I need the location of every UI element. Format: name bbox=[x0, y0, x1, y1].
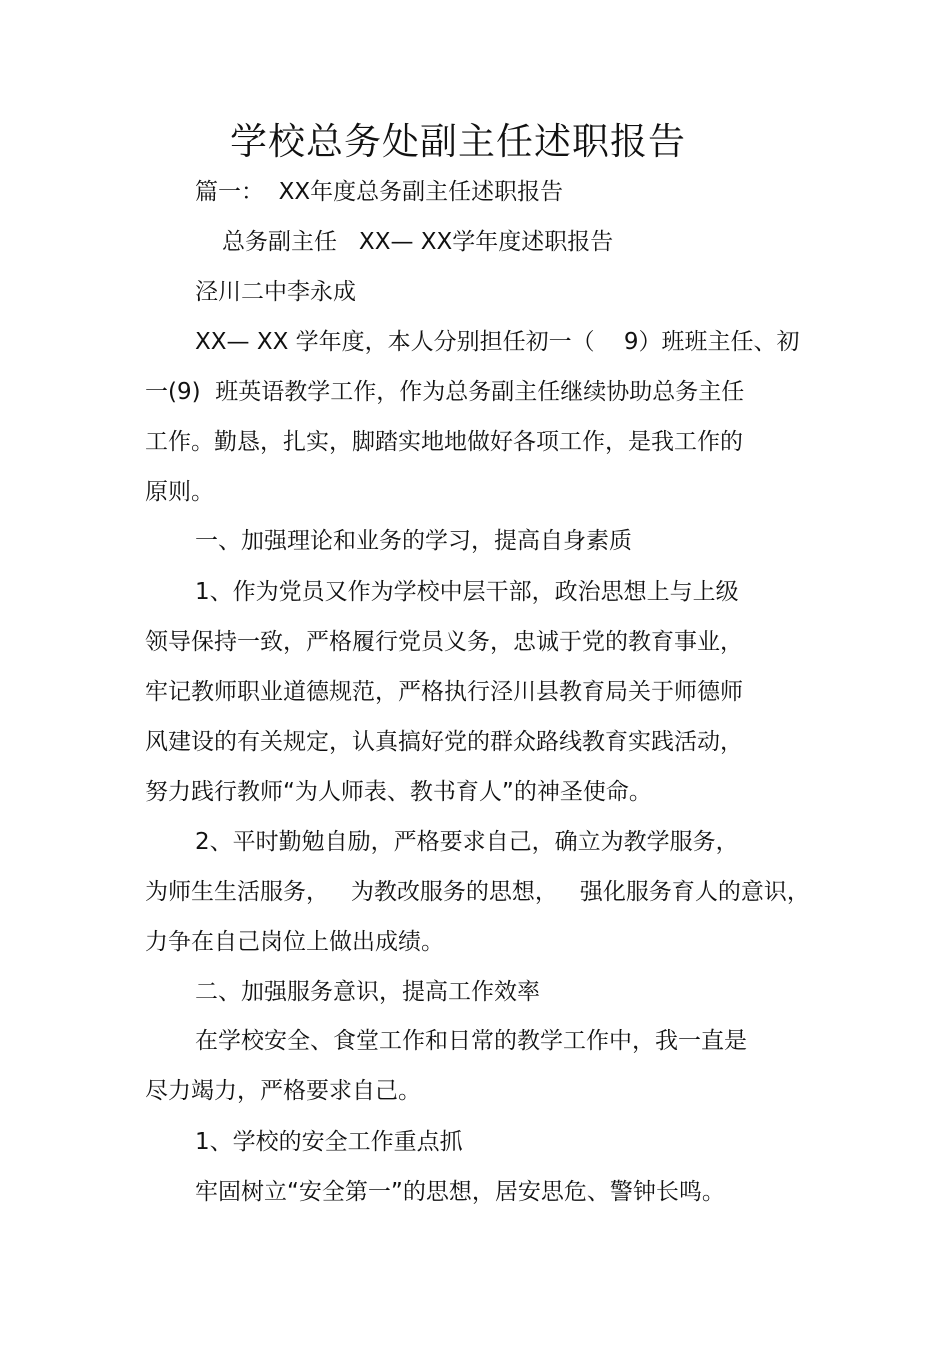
paragraph-line: 力争在自己岗位上做出成绩。 bbox=[145, 929, 444, 955]
section-heading: 二、加强服务意识，提高工作效率 bbox=[195, 979, 540, 1005]
paragraph-line: 原则。 bbox=[145, 479, 214, 505]
paragraph-line: 1、作为党员又作为学校中层干部，政治思想上与上级 bbox=[195, 579, 739, 605]
paragraph-line: 牢记教师职业道德规范，严格执行泾川县教育局关于师德师 bbox=[145, 679, 743, 705]
paragraph-line: 牢固树立“安全第一”的思想，居安思危、警钟长鸣。 bbox=[195, 1179, 725, 1205]
paragraph-line: 一(9) 班英语教学工作，作为总务副主任继续协助总务主任 bbox=[145, 379, 745, 405]
paragraph-line: XX— XX 学年度，本人分别担任初一（ 9）班班主任、初 bbox=[195, 329, 800, 355]
paragraph-line: 努力践行教师“为人师表、教书育人”的神圣使命。 bbox=[145, 779, 652, 805]
paragraph-line: 2、平时勤勉自励，严格要求自己，确立为教学服务， bbox=[195, 829, 739, 855]
paragraph-line: 在学校安全、食堂工作和日常的教学工作中，我一直是 bbox=[195, 1028, 747, 1054]
report-heading-line: 总务副主任 XX— XX学年度述职报告 bbox=[222, 229, 614, 255]
paragraph-line: 尽力竭力，严格要求自己。 bbox=[145, 1078, 421, 1104]
paragraph-line: 为师生生活服务， 为教改服务的思想， 强化服务育人的意识， bbox=[145, 879, 810, 905]
paragraph-line: 工作。勤恳，扎实，脚踏实地地做好各项工作，是我工作的 bbox=[145, 429, 743, 455]
subtitle-line: 篇一： XX年度总务副主任述职报告 bbox=[195, 179, 564, 205]
document-title: 学校总务处副主任述职报告 bbox=[230, 120, 686, 163]
author-line: 泾川二中李永成 bbox=[195, 279, 356, 305]
paragraph-line: 领导保持一致，严格履行党员义务，忠诚于党的教育事业， bbox=[145, 629, 743, 655]
paragraph-line: 风建设的有关规定，认真搞好党的群众路线教育实践活动， bbox=[145, 729, 743, 755]
section-heading: 一、加强理论和业务的学习，提高自身素质 bbox=[195, 528, 632, 554]
subsection-heading: 1、学校的安全工作重点抓 bbox=[195, 1129, 463, 1155]
